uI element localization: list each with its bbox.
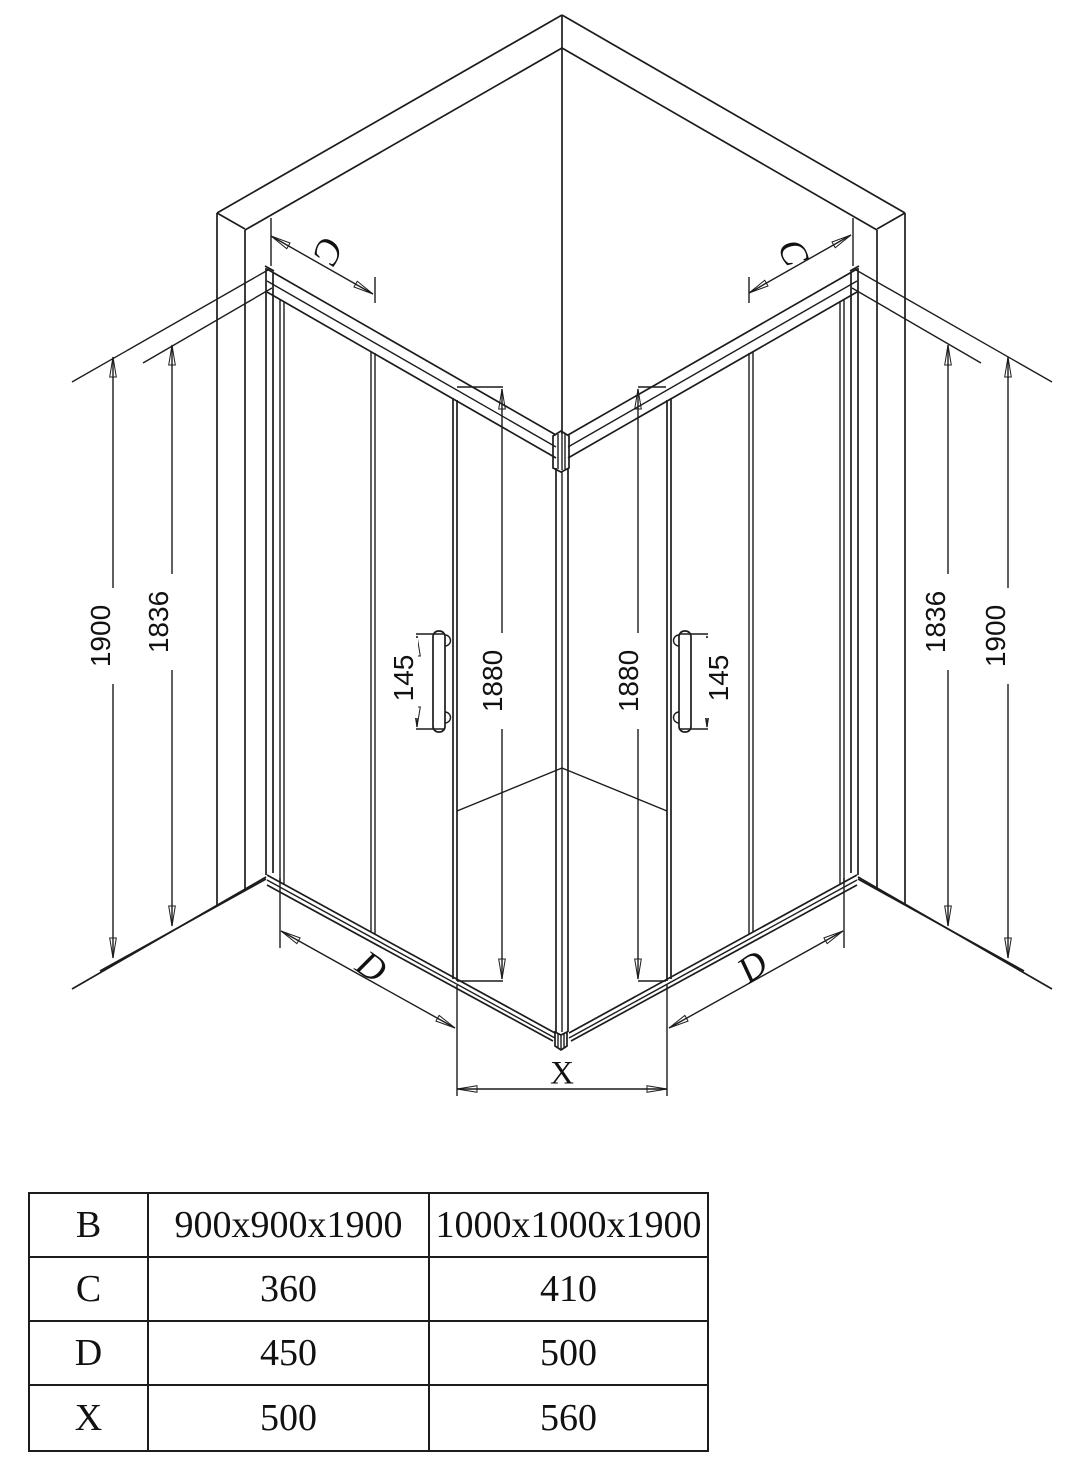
dimension-145-left	[388, 634, 445, 729]
right-door-handle	[674, 631, 691, 732]
table-cell: 500	[430, 1322, 707, 1386]
dimension-c-left	[271, 218, 375, 303]
corner-posts	[553, 431, 569, 1050]
dimension-d-left	[280, 878, 455, 1028]
dim-label-d-right: D	[730, 942, 776, 992]
left-door-handle	[433, 631, 451, 732]
dim-label-1880-right: 1880	[612, 649, 644, 713]
table-cell: 500	[149, 1386, 430, 1450]
dim-label-1900-right: 1900	[979, 604, 1011, 668]
table-row-label: X	[30, 1386, 149, 1450]
table-cell: 560	[540, 1397, 597, 1439]
dim-label-145-left: 145	[387, 654, 419, 702]
dimension-1836-right	[852, 288, 981, 926]
dim-label-1880-left: 1880	[476, 649, 508, 713]
dimension-d-right	[669, 878, 844, 1028]
dimension-1880-right	[612, 387, 666, 981]
table-cell: 900x900x1900	[149, 1194, 430, 1258]
dim-label-x: X	[550, 1055, 574, 1092]
dim-label-1836-left: 1836	[142, 590, 174, 654]
dim-label-1836-right: 1836	[919, 590, 951, 654]
room-walls	[217, 15, 905, 905]
dimension-1880-left	[457, 387, 508, 981]
dimension-1900-right	[856, 270, 1052, 958]
table-cell: 410	[430, 1258, 707, 1322]
table-row-label: D	[30, 1322, 149, 1386]
spec-table	[28, 1192, 709, 1452]
dim-label-c-right: C	[768, 232, 817, 273]
table-row-label: C	[30, 1258, 149, 1322]
dim-label-c-left: C	[303, 230, 352, 271]
table-cell: 360	[149, 1258, 430, 1322]
dimension-1836-left	[142, 288, 272, 926]
table-cell: 450	[149, 1322, 430, 1386]
dim-label-1900-left: 1900	[84, 604, 116, 668]
dimension-145-right	[679, 634, 734, 729]
dim-label-d-left: D	[348, 942, 394, 992]
table-row-label: B	[30, 1194, 149, 1258]
dimension-c-right	[749, 218, 853, 303]
table-cell: 1000x1000x1900	[430, 1194, 707, 1258]
dim-label-145-right: 145	[702, 654, 734, 702]
